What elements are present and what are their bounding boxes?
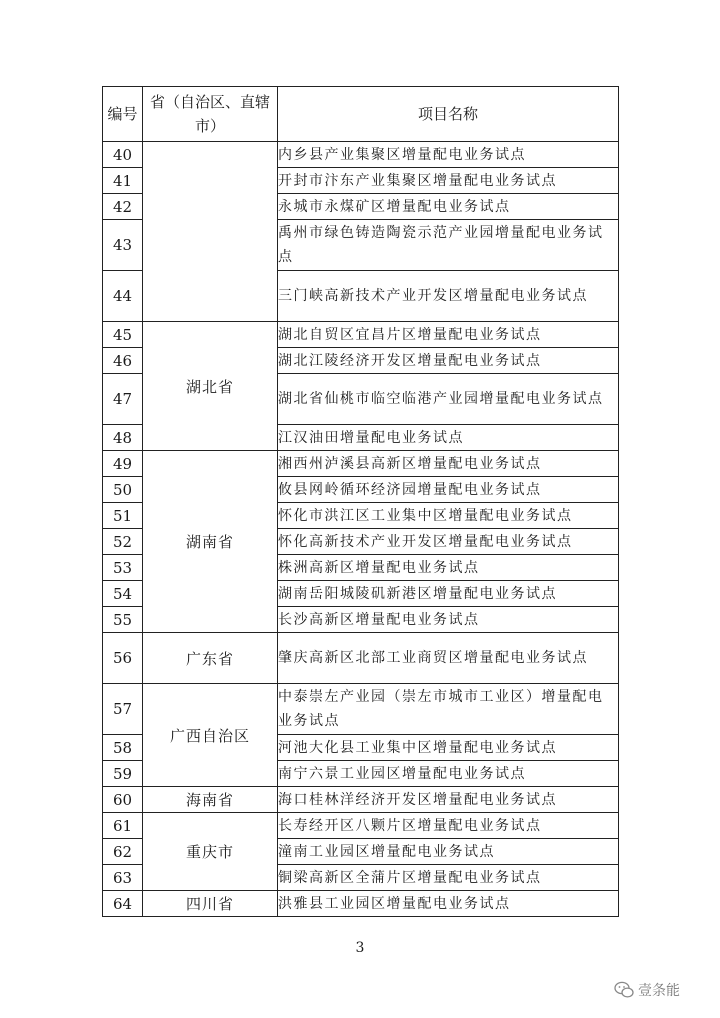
table-row xyxy=(103,684,619,735)
pilot-projects-table xyxy=(102,86,619,917)
province-cell: 四川省 xyxy=(143,891,278,917)
wechat-icon xyxy=(614,981,634,999)
table-row xyxy=(103,787,619,813)
project-name: 怀化市洪江区工业集中区增量配电业务试点 xyxy=(278,503,619,529)
project-name: 湖北自贸区宜昌片区增量配电业务试点 xyxy=(278,322,619,348)
project-name: 长寿经开区八颗片区增量配电业务试点 xyxy=(278,813,619,839)
row-number: 44 xyxy=(103,271,143,322)
row-number: 54 xyxy=(103,581,143,607)
project-name: 湖北省仙桃市临空临港产业园增量配电业务试点 xyxy=(278,374,619,425)
project-name: 中泰崇左产业园（崇左市城市工业区）增量配电业务试点 xyxy=(278,684,619,735)
province-cell: 海南省 xyxy=(143,787,278,813)
row-number: 57 xyxy=(103,684,143,735)
row-number: 51 xyxy=(103,503,143,529)
table-row xyxy=(103,891,619,917)
row-number: 48 xyxy=(103,425,143,451)
row-number: 49 xyxy=(103,451,143,477)
table-body xyxy=(103,142,619,917)
table-header-row xyxy=(103,87,619,142)
watermark-text: 壹条能 xyxy=(638,983,680,999)
project-name: 内乡县产业集聚区增量配电业务试点 xyxy=(278,142,619,168)
project-name: 三门峡高新技术产业开发区增量配电业务试点 xyxy=(278,271,619,322)
row-number: 50 xyxy=(103,477,143,503)
project-name: 铜梁高新区全蒲片区增量配电业务试点 xyxy=(278,865,619,891)
project-name: 长沙高新区增量配电业务试点 xyxy=(278,607,619,633)
project-name: 湖北江陵经济开发区增量配电业务试点 xyxy=(278,348,619,374)
watermark xyxy=(614,980,680,1000)
row-number: 56 xyxy=(103,633,143,684)
header-province: 省（自治区、直辖市） xyxy=(143,87,278,142)
project-name: 湘西州泸溪县高新区增量配电业务试点 xyxy=(278,451,619,477)
row-number: 53 xyxy=(103,555,143,581)
row-number: 43 xyxy=(103,220,143,271)
table-row xyxy=(103,322,619,348)
row-number: 64 xyxy=(103,891,143,917)
table-row xyxy=(103,451,619,477)
row-number: 40 xyxy=(103,142,143,168)
project-name: 湖南岳阳城陵矶新港区增量配电业务试点 xyxy=(278,581,619,607)
row-number: 45 xyxy=(103,322,143,348)
project-name: 攸县网岭循环经济园增量配电业务试点 xyxy=(278,477,619,503)
row-number: 41 xyxy=(103,168,143,194)
province-cell: 湖北省 xyxy=(143,322,278,451)
header-number: 编号 xyxy=(103,87,143,142)
row-number: 61 xyxy=(103,813,143,839)
project-name: 株洲高新区增量配电业务试点 xyxy=(278,555,619,581)
table-row xyxy=(103,813,619,839)
project-name: 永城市永煤矿区增量配电业务试点 xyxy=(278,194,619,220)
row-number: 59 xyxy=(103,761,143,787)
row-number: 55 xyxy=(103,607,143,633)
row-number: 42 xyxy=(103,194,143,220)
province-cell: 湖南省 xyxy=(143,451,278,633)
table-row xyxy=(103,633,619,684)
project-name: 怀化高新技术产业开发区增量配电业务试点 xyxy=(278,529,619,555)
row-number: 58 xyxy=(103,735,143,761)
row-number: 52 xyxy=(103,529,143,555)
project-name: 河池大化县工业集中区增量配电业务试点 xyxy=(278,735,619,761)
project-name: 南宁六景工业园区增量配电业务试点 xyxy=(278,761,619,787)
page-number: 3 xyxy=(355,940,365,956)
province-cell: 广东省 xyxy=(143,633,278,684)
table-row xyxy=(103,142,619,168)
province-cell xyxy=(143,142,278,322)
row-number: 60 xyxy=(103,787,143,813)
province-cell: 重庆市 xyxy=(143,813,278,891)
row-number: 46 xyxy=(103,348,143,374)
row-number: 63 xyxy=(103,865,143,891)
project-name: 海口桂林洋经济开发区增量配电业务试点 xyxy=(278,787,619,813)
row-number: 47 xyxy=(103,374,143,425)
project-name: 洪雅县工业园区增量配电业务试点 xyxy=(278,891,619,917)
project-name: 江汉油田增量配电业务试点 xyxy=(278,425,619,451)
project-name: 肇庆高新区北部工业商贸区增量配电业务试点 xyxy=(278,633,619,684)
project-name: 禹州市绿色铸造陶瓷示范产业园增量配电业务试点 xyxy=(278,220,619,271)
row-number: 62 xyxy=(103,839,143,865)
province-cell: 广西自治区 xyxy=(143,684,278,787)
project-name: 潼南工业园区增量配电业务试点 xyxy=(278,839,619,865)
project-name: 开封市汴东产业集聚区增量配电业务试点 xyxy=(278,168,619,194)
header-project-name: 项目名称 xyxy=(278,87,619,142)
